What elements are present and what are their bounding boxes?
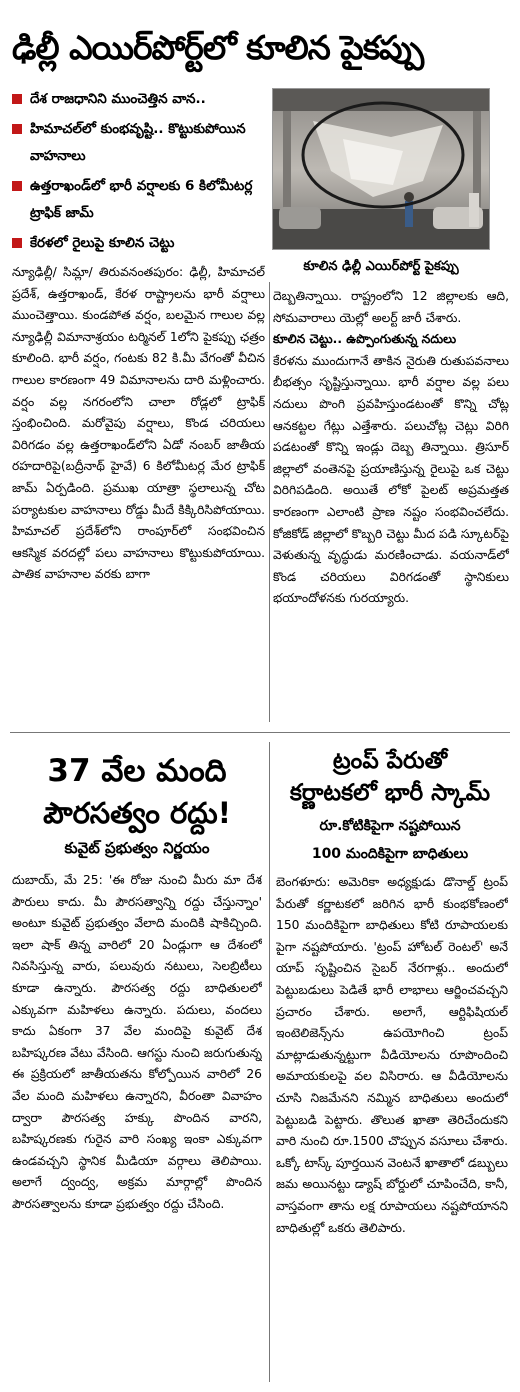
highlight-item: [12, 116, 264, 170]
highlights-list: [12, 86, 264, 260]
kuwait-headline-line-2: పౌరసత్వం రద్దు!: [43, 796, 231, 830]
main-story-body-1: న్యూఢిల్లీ/ సిమ్లా/ తిరువనంతపురం: ఢిల్లీ, హిమాచల్ ప్రదేశ్, ఉత్తరాఖండ్, కేరళ రాష్ట్రాలను భారీ వర్షాలు ముంచెత్తాయి. కుండపోత వర్షం, బలమైన గాలుల వల్ల న్యూఢిల్లీ విమానాశ్రయం టర్మినల్ 1లోని పైకప్పు ఛత్రం కూలింది. భారీ వర్షం, గంటకు 82 కి.మీ వేగంతో వీచిన గాలుల కారణంగా 49 విమానాలను దారి మళ్లించారు. వర్షం వల్ల నగరంలోని చాలా రోడ్లలో ట్రాఫిక్ స్తంభించింది. మరోవైపు వర్షాలు, కొండ చరియలు విరిగడం వల్ల ఉత్తరాఖండ్‌లోని ఏడో నంబర్ జాతీయ రహదారిపై(బద్రీనాథ్ హైవే) 6 కిలోమీటర్ల మేర ట్రాఫిక్ జామ్ ఏర్పడింది. ప్రముఖ యాత్రా స్థలాలున్న చోట పర్యాటకుల వాహనాలు రోడ్డు మీదే కిక్కిరిసిపోయాయి. హిమాచల్ ప్రదేశ్‌లోని రాంపూర్‌లో సంభవించిన ఆకస్మిక వరదల్లో పలు వాహనాలు కొట్టుకుపోయాయి. పాతిక వాహనాల వరకు బాగా: [12, 265, 265, 582]
photo-caption: కూలిన ఢిల్లీ ఎయిర్‌పోర్ట్ పైకప్పు: [303, 259, 459, 274]
main-story-body-2-rest: కేరళను ముందుగానే తాకిన నైరుతి రుతుపవనాలు బీభత్సం సృష్టిస్తున్నాయి. భారీ వర్షాల వల్ల పలు నదులు పొంగి ప్రవహిస్తుండటంతో కొన్ని చోట్ల ఆనకట్టల గేట్లు ఎత్తేశారు. పలుచోట్ల చెట్లు విరిగి పడటంతో కొన్ని ఇండ్లు దెబ్బ తిన్నాయి. త్రిసూర్ జిల్లాలో వంతెనపై ప్రయాణిస్తున్న రైలుపై ఒక చెట్టు విరిగిపడింది. అయితే లోకో పైలట్ అప్రమత్తత కారణంగా ఎలాంటి ప్రాణ నష్టం సంభవించలేదు. కోజికోడ్ జిల్లాలో కొబ్బరి చెట్టు మీద పడి స్కూటర్‌పై వెళుతున్న వృద్ధుడు మరణించాడు. వయనాడ్‌లో కొండ చరియలు విరిగడంతో స్థానికులు భయాందోళనకు గురయ్యారు.: [273, 353, 509, 606]
karnataka-subheadline-line-2: 100 మందికిపైగా బాధితులు: [311, 846, 469, 862]
highlight-text: దేశ రాజధానిని ముంచెత్తిన వాన..: [30, 91, 206, 107]
main-story-body-2-intro: దెబ్బతిన్నాయి. రాష్ట్రంలోని 12 జిల్లాలకు ఆది, సోమవారాలు యెల్లో అలర్ట్ జారీ చేశారు.: [273, 289, 509, 325]
section-divider: [10, 732, 510, 733]
bullet-square-icon: [12, 238, 22, 248]
highlight-item: [12, 173, 264, 227]
karnataka-headline-line-2: కర్ణాటకలో భారీ స్కామ్: [289, 780, 491, 806]
main-headline: ఢిల్లీ ఎయిర్‌పోర్ట్‌లో కూలిన పైకప్పు: [12, 28, 424, 67]
bullet-square-icon: [12, 124, 22, 134]
bullet-square-icon: [12, 94, 22, 104]
column-divider: [269, 742, 270, 1382]
kuwait-story-body: దుబాయ్, మే 25: 'ఈ రోజు నుంచి మీరు మా దేశ పౌరులు కాదు. మీ పౌరసత్వాన్ని రద్దు చేస్తున్నాం' అంటూ కువైట్ ప్రభుత్వం వేలాది మందికి షాకిచ్చింది. ఇలా షాక్ తిన్న వారిలో 20 ఏండ్లుగా ఆ దేశంలో నివసిస్తున్న వారు, పలువురు నటులు, సెలబ్రిటీలు కూడా ఉన్నారు. పౌరసత్వ రద్దు బాధితులలో ఎక్కువగా మహిళలు ఉన్నారు. పదులు, వందలు కాదు ఏకంగా 37 వేల మందిపై కువైట్ దేశ బహిష్కరణ వేటు వేసింది. ఆగస్టు నుంచి జరుగుతున్న ఈ ప్రక్రియలో జాతీయతను కోల్పోయిన వారిలో 26 వేల మంది మహిళలు ఉన్నారని, వీరంతా వివాహం ద్వారా పౌరసత్వ హక్కు పొందిన వారని, బహిష్కరణకు గురైన వారి సంఖ్య ఇంకా ఎక్కువగా ఉండవచ్చని స్థానిక మీడియా వర్గాలు తెలిపాయి. అలాగే ద్వంద్వ, అక్రమ మార్గాల్లో పొందిన పౌరసత్వాలను కూడా ప్రభుత్వం రద్దు చేసింది.: [12, 873, 262, 1211]
karnataka-story-column: [276, 872, 508, 1382]
main-story-column-1: [12, 262, 265, 722]
highlight-item: [12, 230, 264, 257]
karnataka-story-body: బెంగళూరు: అమెరికా అధ్యక్షుడు డొనాల్డ్ ట్రంప్ పేరుతో కర్ణాటకలో జరిగిన భారీ కుంభకోణంలో 150 మందికిపైగా బాధితులు కోటి రూపాయలకు పైగా నష్టపోయారు. 'ట్రంప్ హోటల్ రెంటల్' అనే యాప్ సృష్టించిన సైబర్ నేరగాళ్లు.. అందులో పెట్టుబడులు పెడితే భారీ లాభాలు ఆర్జించవచ్చని ప్రచారం చేశారు. అలాగే, ఆర్టిఫిషియల్ ఇంటెలిజెన్స్‌ను ఉపయోగించి ట్రంప్ మాట్లాడుతున్నట్టుగా వీడియోలను రూపొందించి అమాయకులపై వల విసిరారు. ఆ వీడియోలను చూసి నిజమేనని నమ్మిన బాధితులు అందులో పెట్టుబడి పెట్టారు. తొలుత ఖాతా తెరిచేందుకని వారి నుంచి రూ.1500 చొప్పున వసూలు చేశారు. ఒక్కో టాస్క్ పూర్తయిన వెంటనే ఖాతాలో డబ్బులు జమ అయినట్టు డ్యాష్ బోర్డులో చూపించేది, కానీ, వాస్తవంగా తాను లక్ష రూపాయలు నష్టపోయానని బాధితుల్లో ఒకరు తెలిపారు.: [276, 875, 508, 1235]
column-divider: [269, 282, 270, 722]
karnataka-headline-line-1: ట్రంప్ పేరుతో: [332, 748, 448, 774]
kuwait-subheadline: కువైట్ ప్రభుత్వం నిర్ణయం: [64, 839, 210, 857]
kuwait-headline-line-1: 37 వేల మంది: [47, 753, 227, 789]
airport-roof-photo-graphic: [273, 89, 490, 250]
kuwait-story-column: [12, 870, 262, 1382]
main-story-subhead: కూలిన చెట్టు.. ఉప్పొంగుతున్న నదులు: [273, 332, 457, 347]
airport-roof-photo: [272, 88, 490, 250]
main-story-column-2: [273, 286, 509, 722]
highlight-item: [12, 86, 264, 113]
bullet-square-icon: [12, 181, 22, 191]
karnataka-subheadline-line-1: రూ.కోటికిపైగా నష్టపోయిన: [319, 818, 461, 834]
highlight-text: హిమాచల్‌లో కుంభవృష్టి.. కొట్టుకుపోయిన వాహనాలు: [30, 121, 246, 164]
highlight-text: కేరళలో రైలుపై కూలిన చెట్టు: [30, 235, 175, 251]
highlight-text: ఉత్తరాఖండ్‌లో భారీ వర్షాలకు 6 కిలోమీటర్ల ట్రాఫిక్ జామ్: [30, 178, 253, 221]
